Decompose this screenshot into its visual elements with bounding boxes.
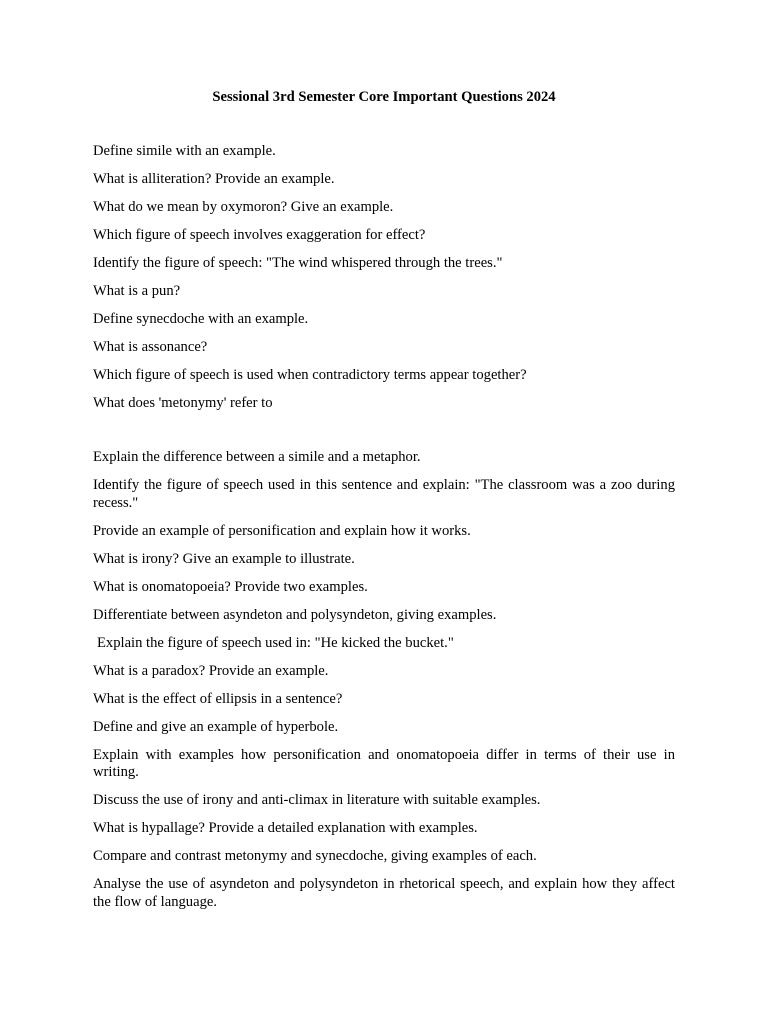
question-item: Explain the figure of speech used in: "He kicked the bucket.": [97, 634, 454, 651]
question-item: What is assonance?: [93, 339, 208, 355]
question-item: Provide an example of personification and explain how it works.: [93, 522, 471, 539]
question-item: Explain with examples how personification and onomatopoeia differ in terms of their use in writing.: [93, 746, 675, 780]
question-list-section-two: [93, 449, 675, 922]
question-item: What is a pun?: [93, 283, 181, 299]
question-item: What is alliteration? Provide an example.: [93, 171, 335, 187]
question-item: What do we mean by oxymoron? Give an example.: [93, 199, 394, 215]
question-item: Which figure of speech is used when contradictory terms appear together?: [93, 367, 527, 383]
question-item: Define and give an example of hyperbole.: [93, 718, 339, 735]
document-title: Sessional 3rd Semester Core Important Questions 2024: [212, 89, 556, 105]
question-item: Discuss the use of irony and anti-climax in literature with suitable examples.: [93, 792, 541, 808]
question-item: Explain the difference between a simile and a metaphor.: [93, 449, 421, 465]
question-item: Define simile with an example.: [93, 143, 276, 159]
question-item: What does 'metonymy' refer to: [93, 395, 273, 411]
question-item: Analyse the use of asyndeton and polysyndeton in rhetorical speech, and explain how they affect the flow of language.: [93, 876, 675, 910]
question-item: Identify the figure of speech: "The wind whispered through the trees.": [93, 255, 503, 271]
question-item: Compare and contrast metonymy and synecdoche, giving examples of each.: [93, 848, 537, 864]
question-item: What is a paradox? Provide an example.: [93, 662, 329, 679]
question-item: What is irony? Give an example to illustrate.: [93, 550, 355, 567]
question-item: Define synecdoche with an example.: [93, 311, 309, 327]
question-item: Differentiate between asyndeton and polysyndeton, giving examples.: [93, 606, 497, 623]
question-item: Identify the figure of speech used in this sentence and explain: "The classroom was a zoo during recess.": [93, 477, 675, 511]
question-item: What is the effect of ellipsis in a sentence?: [93, 690, 343, 707]
question-list-section-one: [93, 143, 675, 423]
question-item: What is hypallage? Provide a detailed explanation with examples.: [93, 820, 478, 836]
question-item: Which figure of speech involves exaggeration for effect?: [93, 227, 426, 243]
question-item: What is onomatopoeia? Provide two examples.: [93, 578, 368, 595]
